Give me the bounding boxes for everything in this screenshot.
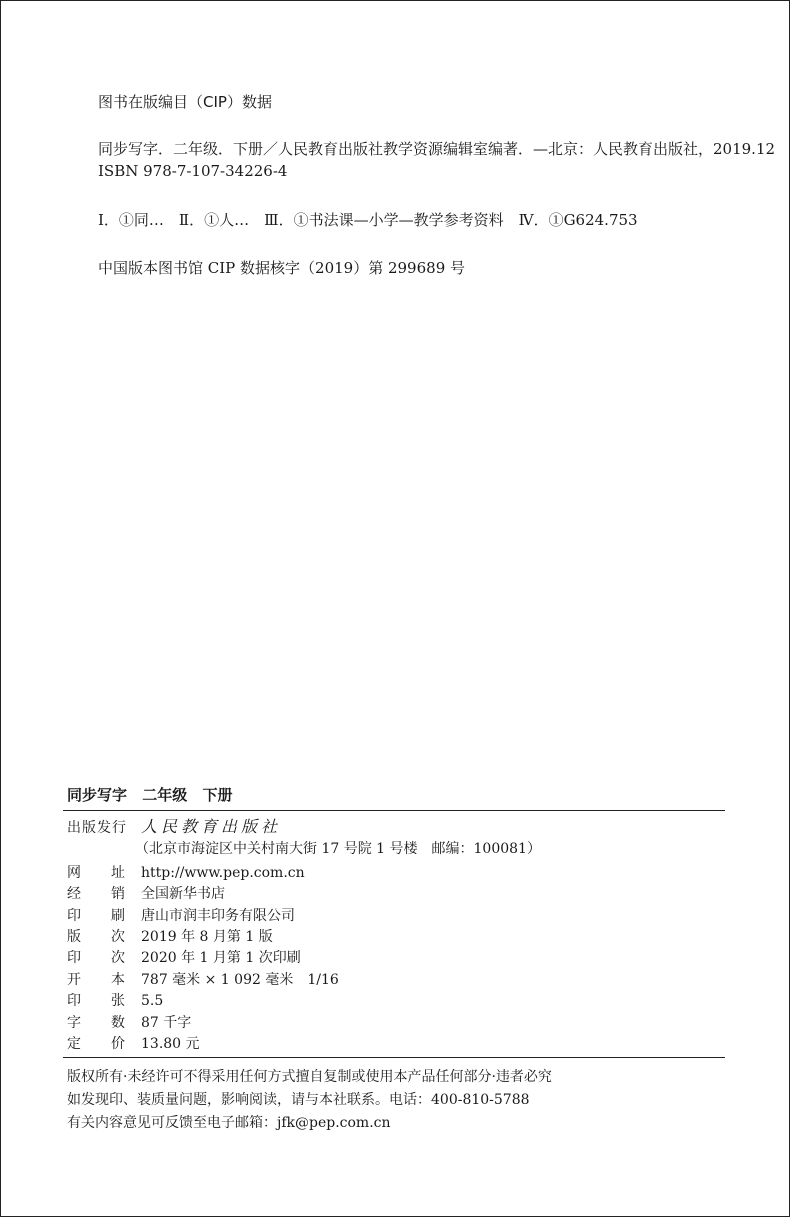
cip-title: 图书在版编目（CIP）数据 (98, 93, 272, 111)
info-value: http://www.pep.com.cn (141, 865, 305, 881)
info-value: 2019 年 8 月第 1 版 (141, 929, 273, 945)
cip-record-number: 中国版本图书馆 CIP 数据核字（2019）第 299689 号 (98, 259, 466, 277)
divider-top (63, 810, 725, 811)
divider-bottom (63, 1057, 725, 1058)
info-value: 87 千字 (141, 1015, 192, 1031)
info-row-printing (67, 947, 301, 967)
info-row-distributor (67, 883, 225, 903)
copyright-notice: 版权所有·未经许可不得采用任何方式擅自复制或使用本产品任何部分·违者必究 (67, 1069, 552, 1085)
info-label: 印 张 (67, 993, 125, 1009)
info-value: 2020 年 1 月第 1 次印刷 (141, 950, 301, 966)
publisher-logo: 人民教育出版社 (141, 817, 282, 836)
info-row-sheets (67, 990, 163, 1010)
info-row-price (67, 1033, 200, 1053)
publisher-label: 出 版 发 行 (67, 820, 127, 836)
info-value: 全国新华书店 (141, 886, 225, 902)
info-label: 版 次 (67, 929, 125, 945)
info-row-website (67, 862, 305, 882)
info-label: 经 销 (67, 886, 125, 902)
info-value: 唐山市润丰印务有限公司 (141, 908, 295, 924)
cip-classification: Ⅰ．①同… Ⅱ．①人… Ⅲ．①书法课—小学—教学参考资料 Ⅳ．①G624.753 (98, 211, 638, 229)
info-row-format (67, 969, 339, 989)
info-label: 开 本 (67, 972, 125, 988)
info-row-printer (67, 905, 295, 925)
info-label: 字 数 (67, 1015, 125, 1031)
quality-contact: 如发现印、装质量问题，影响阅读，请与本社联系。电话：400-810-5788 (67, 1092, 530, 1108)
publisher-address: （北京市海淀区中关村南大街 17 号院 1 号楼 邮编：100081） (135, 841, 541, 857)
cip-isbn: ISBN 978-7-107-34226-4 (98, 162, 288, 180)
info-row-edition (67, 926, 273, 946)
book-title: 同步写字 二年级 下册 (67, 786, 233, 804)
info-label: 网 址 (67, 865, 125, 881)
info-value: 5.5 (141, 993, 164, 1009)
info-value: 13.80 元 (141, 1036, 200, 1052)
info-value: 787 毫米 × 1 092 毫米 1/16 (141, 972, 339, 988)
info-label: 印 刷 (67, 908, 125, 924)
info-label: 印 次 (67, 950, 125, 966)
info-row-wordcount (67, 1012, 191, 1032)
cip-bibliographic-line: 同步写字．二年级．下册／人民教育出版社教学资源编辑室编著．—北京：人民教育出版社，2019.12 (98, 140, 776, 158)
feedback-email: 有关内容意见可反馈至电子邮箱：jfk@pep.com.cn (67, 1115, 391, 1131)
publisher-row (67, 814, 281, 837)
info-label: 定 价 (67, 1036, 125, 1052)
